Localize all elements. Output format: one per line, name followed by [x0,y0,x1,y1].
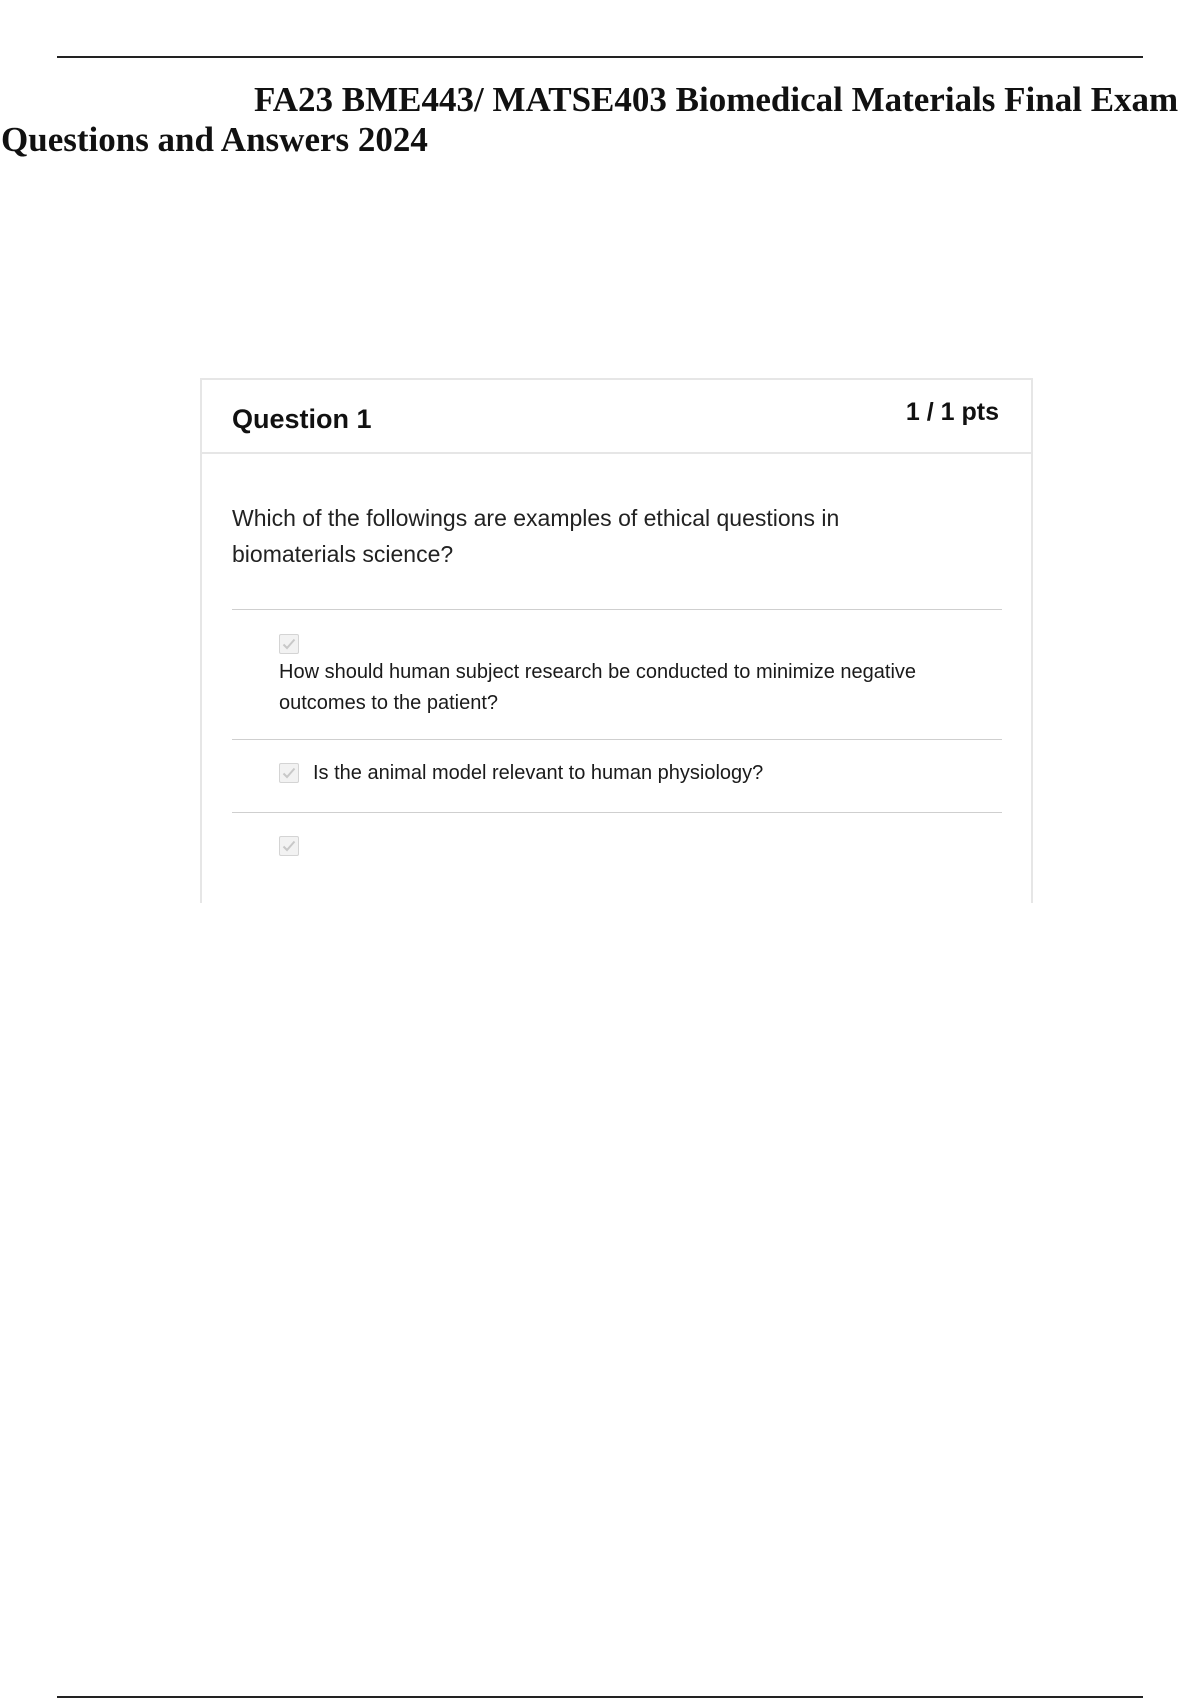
document-title [0,80,1200,160]
answer-1-text: How should human subject research be conducted to minimize negative outcomes to the patient? [279,661,917,714]
question-prompt: Which of the followings are examples of ethical questions in biomaterials science? [232,505,840,567]
checkmark-icon [282,638,296,650]
bottom-rule [57,1696,1143,1698]
document-title-line-1: FA23 BME443/ MATSE403 Biomedical Materials Final Exam [254,80,1179,119]
checkmark-icon [282,840,296,852]
answer-divider [232,739,1002,740]
question-card [200,378,1033,903]
top-rule [57,56,1143,58]
answer-divider [232,609,1002,610]
question-header [202,380,1031,454]
answer-2-text: Is the animal model relevant to human physiology? [313,762,764,784]
question-label: Question 1 [232,404,372,434]
answer-3-checkbox[interactable] [279,836,299,856]
document-title-line-2: Questions and Answers 2024 [1,120,428,159]
answer-2-checkbox[interactable] [279,763,299,783]
checkmark-icon [282,767,296,779]
answer-divider [232,812,1002,813]
answer-1-checkbox[interactable] [279,634,299,654]
question-points: 1 / 1 pts [905,398,999,426]
